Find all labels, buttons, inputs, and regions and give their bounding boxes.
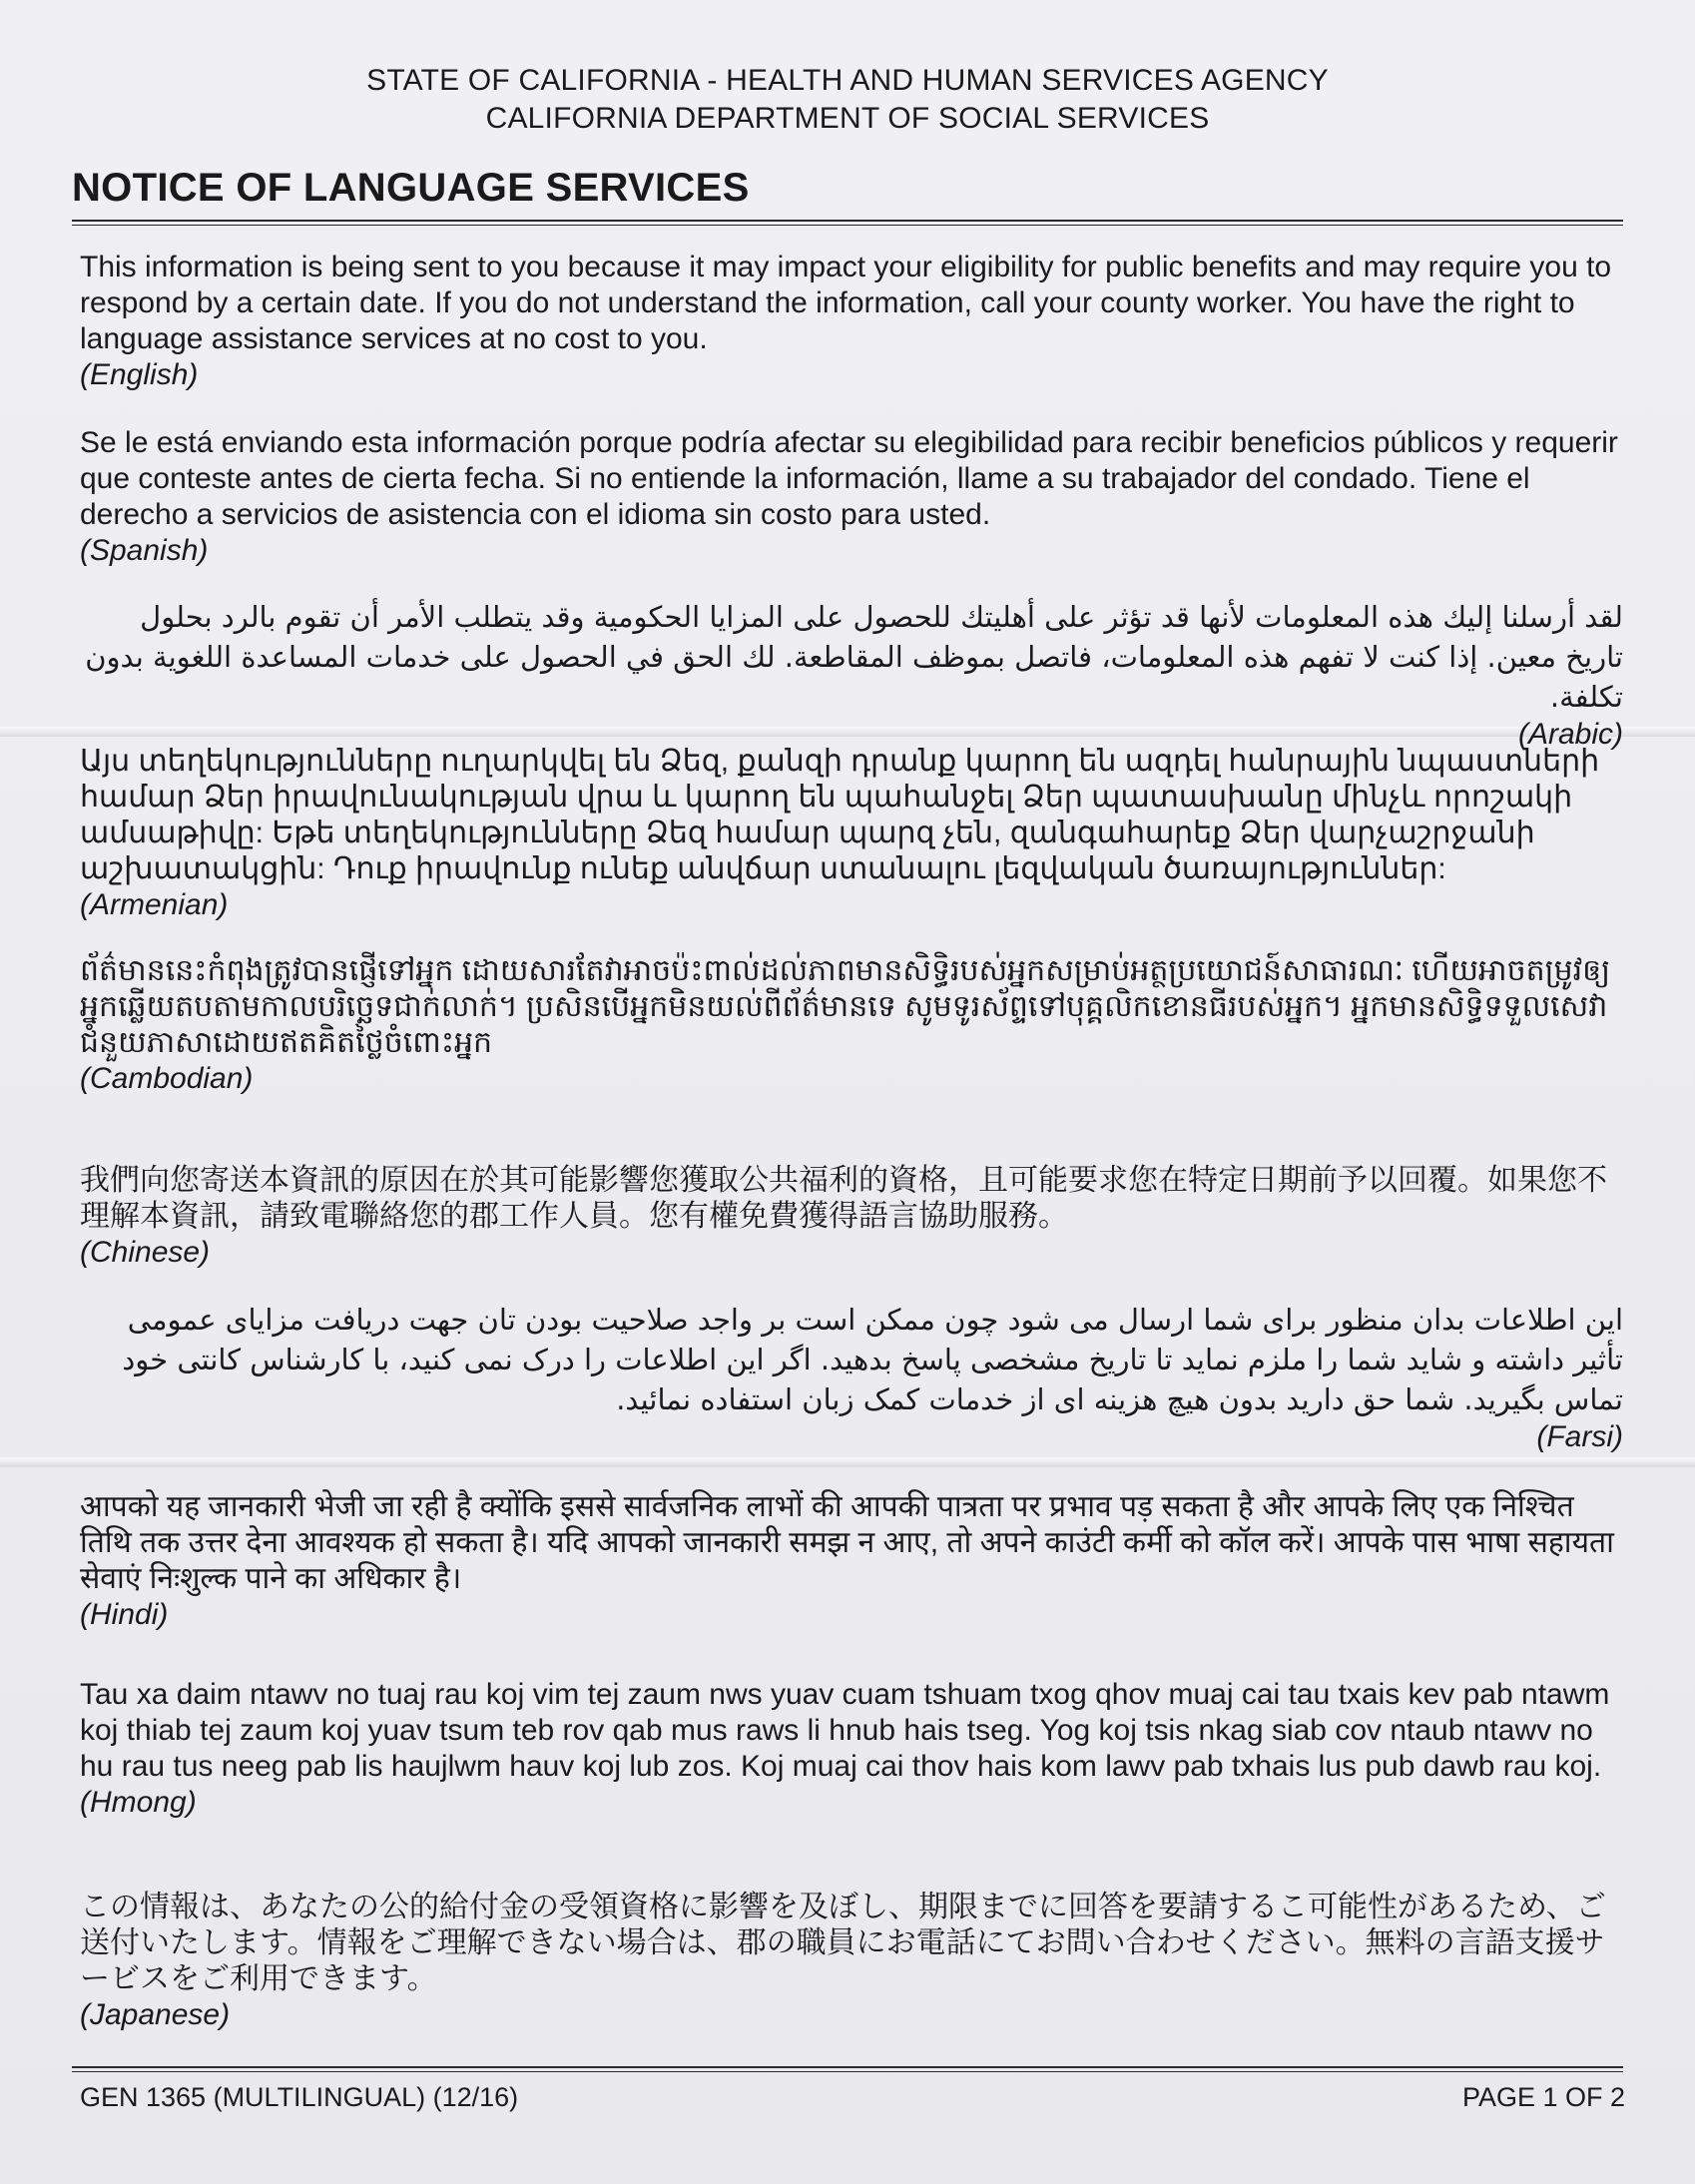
form-number: GEN 1365 (MULTILINGUAL) (12/16)	[80, 2082, 519, 2112]
agency-line-2: CALIFORNIA DEPARTMENT OF SOCIAL SERVICES	[485, 102, 1210, 135]
notice-text: این اطلاعات بدان منظور برای شما ارسال می شود چون ممکن است بر واجد صلاحیت بودن تان جهت دریافت مزایای عمومی تأثیر داشته و شاید شما را ملزم نماید تا تاریخ مشخصی پاسخ بدهید. اگر این اطلاعات را درک نمی کنید، با کارشناس کانتی خود تماس بگیرید. شما حق دارید بدون هیچ هزینه ای از خدمات کمک زبان استفاده نمائید.	[122, 1303, 1623, 1416]
notice-text: Այս տեղեկությունները ուղարկվել են Ձեզ, քանզի դրանք կարող են ազդել հանրային նպաստների համար Ձեր իրավունակության վրա և կարող են պահանջել Ձեր պատասխանը մինչև որոշակի ամսաթիվը: Եթե տեղեկությունները Ձեզ համար պարզ չեն, զանգահարեք Ձեր վարչաշրջանի աշխատակցին: Դուք իրավունք ունեք անվճար ստանալու լեզվական ծառայություններ:	[80, 745, 1600, 885]
notice-language-label: (Farsi)	[1536, 1420, 1623, 1453]
notice-language-label: (Arabic)	[1517, 718, 1623, 751]
notice-text: この情報は、あなたの公的給付金の受領資格に影響を及ぼし、期限までに回答を要請するこ可能性があるため、ご送付いたします。情報をご理解できない場合は、郡の職員にお電話にてお問い合わせください。無料の言語支援サービスをご利用できます。	[80, 1890, 1606, 1996]
notice-hmong	[80, 1677, 1623, 1821]
notice-language-label: (Hindi)	[80, 1598, 169, 1631]
notice-farsi	[80, 1300, 1623, 1455]
notice-english	[80, 250, 1623, 393]
notice-text: आपको यह जानकारी भेजी जा रही है क्योंकि इससे सार्वजनिक लाभों की आपकी पात्रता पर प्रभाव पड़ सकता है और आपके लिए एक निश्चित तिथि तक उत्तर देना आवश्यक हो सकता है। यदि आपको जानकारी समझ न आए, तो अपने काउंटी कर्मी को कॉल करें। आपके पास भाषा सहायता सेवाएं निःशुल्क पाने का अधिकार है।	[80, 1490, 1614, 1595]
page-title: NOTICE OF LANGUAGE SERVICES	[72, 166, 750, 210]
notice-text: Se le está enviando esta información porque podría afectar su elegibilidad para recibir beneficios públicos y requerir que conteste antes de cierta fecha. Si no entiende la información, llame a su trabajador del condado. Tiene el derecho a servicios de asistencia con el idioma sin costo para usted.	[80, 426, 1618, 531]
footer-divider	[72, 2066, 1623, 2072]
notice-armenian	[80, 744, 1623, 923]
notice-cambodian	[80, 953, 1623, 1097]
notice-language-label: (Armenian)	[80, 888, 229, 921]
notice-japanese	[80, 1890, 1623, 2033]
notice-text: 我們向您寄送本資訊的原因在於其可能影響您獲取公共福利的資格，且可能要求您在特定日期前予以回覆。如果您不理解本資訊，請致電聯絡您的郡工作人員。您有權免費獲得語言協助服務。	[80, 1163, 1607, 1234]
title-divider	[72, 220, 1623, 226]
notice-language-label: (Japanese)	[80, 1998, 231, 2031]
notice-language-label: (English)	[80, 358, 199, 391]
notice-language-label: (Hmong)	[80, 1786, 197, 1819]
agency-line-1: STATE OF CALIFORNIA - HEALTH AND HUMAN SERVICES AGENCY	[366, 64, 1329, 97]
agency-header	[0, 62, 1695, 138]
page-number: PAGE 1 OF 2	[1461, 2082, 1625, 2112]
notice-hindi	[80, 1489, 1623, 1633]
notice-language-label: (Cambodian)	[80, 1062, 254, 1095]
notice-text: This information is being sent to you because it may impact your eligibility for public benefits and may require you to respond by a certain date. If you do not understand the information, call your county worker. You have the right to language assistance services at no cost to you.	[80, 251, 1612, 355]
notice-language-label: (Spanish)	[80, 534, 209, 567]
paper-fold-line	[0, 1457, 1695, 1467]
notice-text: Tau xa daim ntawv no tuaj rau koj vim tej zaum nws yuav cuam tshuam txog qhov muaj cai tau txais kev pab ntawm koj thiab tej zaum koj yuav tsum teb rov qab mus raws li hnub hais tseg. Yog koj tsis nkag siab cov ntaub ntawv no hu rau tus neeg pab lis haujlwm hauv koj lub zos. Koj muaj cai thov hais kom lawv pab txhais lus pub dawb rau koj.	[80, 1678, 1610, 1783]
notice-text: ព័ត៌មាននេះកំពុងត្រូវបានផ្ញើទៅអ្នក ដោយសារតែវាអាចប៉ះពាល់ដល់ភាពមានសិទ្ធិរបស់អ្នកសម្រាប់អត្ថប្រយោជន៍សាធារណៈ ហើយអាចតម្រូវឲ្យអ្នកឆ្លើយតបតាមកាលបរិច្ឆេទជាក់លាក់។ ប្រសិនបើអ្នកមិនយល់ពីព័ត៌មានទេ សូមទូរស័ព្ទទៅបុគ្គលិកខោនធីរបស់អ្នក។ អ្នកមានសិទ្ធិទទួលសេវាជំនួយភាសាដោយឥតគិតថ្លៃចំពោះអ្នក	[80, 954, 1611, 1059]
notice-spanish	[80, 425, 1623, 569]
notice-arabic	[80, 597, 1623, 753]
notice-chinese	[80, 1163, 1623, 1271]
notice-text: لقد أرسلنا إليك هذه المعلومات لأنها قد تؤثر على أهليتك للحصول على المزايا الحكومية وقد يتطلب الأمر أن تقوم بالرد بحلول تاريخ معين. إذا كنت لا تفهم هذه المعلومات، فاتصل بموظف المقاطعة. لك الحق في الحصول على خدمات المساعدة اللغوية بدون تكلفة.	[85, 600, 1623, 714]
notice-language-label: (Chinese)	[80, 1236, 211, 1269]
